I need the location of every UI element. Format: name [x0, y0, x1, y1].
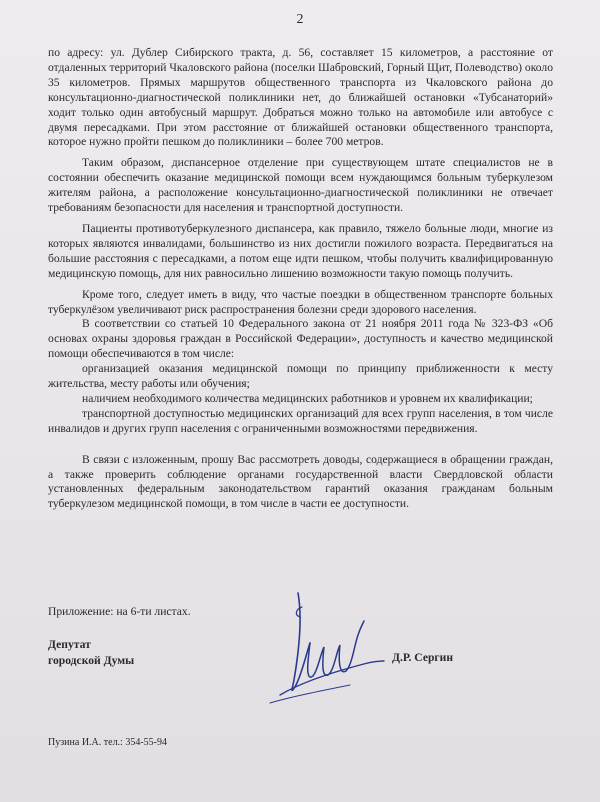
- signer-title: [48, 637, 134, 669]
- signer-title-line1: Депутат: [48, 638, 91, 651]
- paragraph-transport-risk: Кроме того, следует иметь в виду, что частые поездки в общественном транспорте больных туберкулёзом увеличивают риск распространения болезни среди здорового населения.: [48, 287, 553, 316]
- page-number: 2: [296, 12, 304, 27]
- list-item-transport: транспортной доступностью медицинских организаций для всех групп населения, в том числе инвалидов и других групп населения с ограниченными возможностями передвижения.: [48, 406, 553, 435]
- attachment-note: Приложение: на 6-ти листах.: [48, 605, 191, 618]
- paragraph-law-reference: В соответствии со статьей 10 Федерального закона от 21 ноября 2011 года № 323-ФЗ «Об основах охраны здоровья граждан в Российской Федерации», доступность и качество медицинской помощи обеспечиваются в том числе:: [48, 317, 553, 361]
- paragraph-address: по адресу: ул. Дублер Сибирского тракта, д. 56, составляет 15 километров, а расстояние от отдаленных территорий Чкаловского района (поселки Шабровский, Горный Щит, Полеводство) около 35 километров. Прямых маршрутов общественного транспорта из Чкаловского района до консультационно-диагностической поликлиники нет, до ближайшей остановки «Тубсанаторий» ходит только один автобусный маршрут. Добраться можно только на автомобиле или автобусе с двумя пересадками. При этом расстояние от ближайшей остановки общественного транспорта, которое нужно пройти пешком до поликлиники – более 700 метров.: [48, 46, 553, 149]
- paragraph-patients: Пациенты противотуберкулезного диспансера, как правило, тяжело больные люди, многие из которых являются инвалидами, большинство из них достигли пожилого возраста. Передвигаться на большие расстояния с пересадками, а потом еще идти пешком, чтобы получить квалифицированную медицинскую помощь, для них равносильно лишению возможности такую помощь получить.: [48, 221, 553, 280]
- footer-contact: Пузина И.А. тел.: 354-55-94: [48, 737, 167, 748]
- letter-body: [48, 46, 553, 512]
- paragraph-request: В связи с изложенным, прошу Вас рассмотреть доводы, содержащиеся в обращении граждан, а также проверить соблюдение органами государственной власти Свердловской области установленных федеральным законодательством гарантий оказания гражданам больным туберкулезом медицинской помощи, в том числе в части ее доступности.: [48, 452, 553, 511]
- list-item-staff: наличием необходимого количества медицинских работников и уровнем их квалификации;: [82, 391, 533, 405]
- signer-title-line2: городской Думы: [48, 654, 135, 667]
- signer-name: Д.Р. Сергин: [392, 651, 454, 664]
- list-item-proximity: организацией оказания медицинской помощи по принципу приближенности к месту жительства, месту работы или обучения;: [48, 362, 553, 391]
- handwritten-signature: [250, 585, 390, 715]
- paragraph-conclusion: Таким образом, диспансерное отделение при существующем штате специалистов не в состоянии обеспечить оказание медицинской помощи всем нуждающимся больным туберкулезом жителям района, а расположение консультационно-диагностической поликлиники не отвечает требованиям безопасности для населения и транспортной доступности.: [48, 156, 553, 215]
